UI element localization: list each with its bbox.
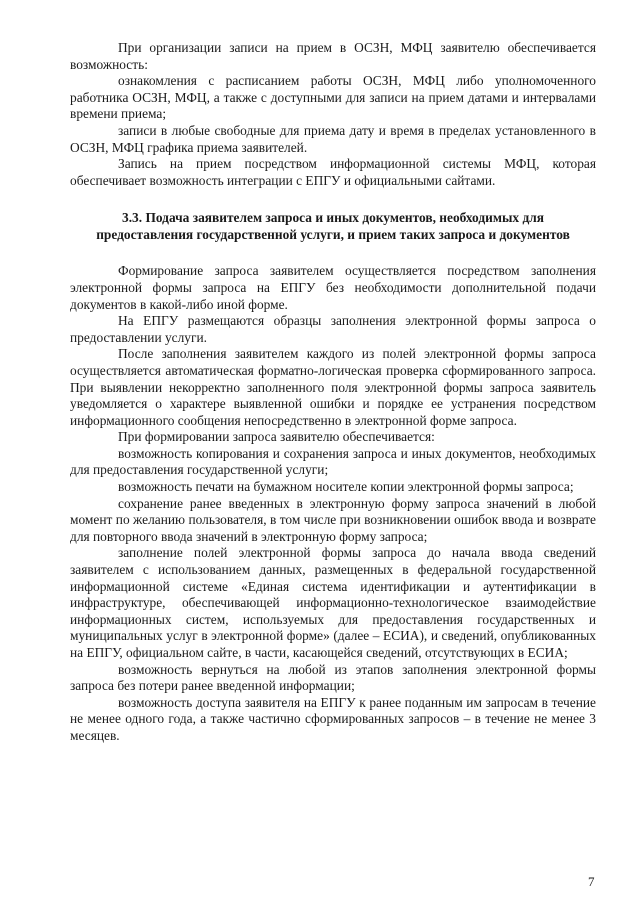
section-heading: 3.3. Подача заявителем запроса и иных документов, необходимых для предоставления государственной услуги, и прием таких запроса и документов	[96, 210, 570, 243]
body-paragraph: На ЕПГУ размещаются образцы заполнения электронной формы запроса о предоставлении услуги.	[70, 313, 596, 345]
body-paragraph: возможность печати на бумажном носителе копии электронной формы запроса;	[118, 479, 574, 495]
body-paragraph: После заполнения заявителем каждого из полей электронной формы запроса осуществляется автоматическая форматно-логическая проверка сформированного запроса. При выявлении некорректно заполненного поля электронной формы запроса заявитель уведомляется о характере выявленной ошибки и порядке ее устранения посредством информационного сообщения непосредственно в электронной форме запроса.	[70, 346, 596, 428]
body-paragraph: При формировании запроса заявителю обеспечивается:	[118, 429, 435, 445]
intro-paragraph: ознакомления с расписанием работы ОСЗН, МФЦ либо уполномоченного работника ОСЗН, МФЦ, а также с доступными для записи на прием датами и интервалами времени приема;	[70, 73, 596, 122]
body-paragraph: возможность вернуться на любой из этапов заполнения электронной формы запроса без потери ранее введенной информации;	[70, 661, 596, 694]
intro-paragraph: записи в любые свободные для приема дату и время в пределах установленного в ОСЗН, МФЦ графика приема заявителей.	[70, 122, 596, 155]
document-body	[70, 40, 596, 745]
intro-paragraph: При организации записи на прием в ОСЗН, МФЦ заявителю обеспечивается возможность:	[70, 40, 596, 72]
body-paragraph: сохранение ранее введенных в электронную форму запроса значений в любой момент по желанию пользователя, в том числе при возникновении ошибок ввода и возврате для повторного ввода значений в электронную форму запроса;	[70, 495, 596, 544]
body-paragraph: возможность доступа заявителя на ЕПГУ к ранее поданным им запросам в течение не менее одного года, а также частично сформированных запросов – в течение не менее 3 месяцев.	[70, 694, 596, 743]
body-paragraph: заполнение полей электронной формы запроса до начала ввода сведений заявителем с использованием данных, размещенных в федеральной государственной информационной системе «Единая система идентификации и аутентификации в инфраструктуре, обеспечивающей информационно-технологическое взаимодействие информационных систем, используемых для предоставления государственных и муниципальных услуг в электронной форме» (далее – ЕСИА), и сведений, опубликованных на ЕПГУ, официальном сайте, в части, касающейся сведений, отсутствующих в ЕСИА;	[70, 545, 596, 660]
body-paragraph: Формирование запроса заявителем осуществляется посредством заполнения электронной формы запроса на ЕПГУ без необходимости дополнительной подачи документов в какой-либо иной форме.	[70, 263, 596, 312]
page-number: 7	[588, 874, 595, 889]
body-paragraph: возможность копирования и сохранения запроса и иных документов, необходимых для предоставления государственной услуги;	[70, 445, 596, 478]
intro-paragraph: Запись на прием посредством информационной системы МФЦ, которая обеспечивает возможность интеграции с ЕПГУ и официальными сайтами.	[70, 156, 596, 188]
